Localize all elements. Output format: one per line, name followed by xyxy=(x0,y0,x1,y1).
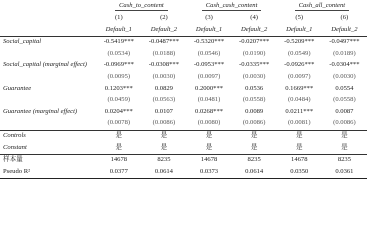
table-cell: 是 xyxy=(115,132,123,140)
table-cell: 0.0554 xyxy=(335,84,354,92)
table-cell: 0.1669*** xyxy=(285,84,314,92)
table-cell: (0.0189) xyxy=(333,49,356,57)
table-cell: 0.0377 xyxy=(96,166,141,178)
group-header-cash-to-content: Cash_to_content xyxy=(96,1,186,13)
row-label xyxy=(0,95,96,107)
table-cell: 是 xyxy=(277,142,322,154)
table-cell: 是 xyxy=(322,142,367,154)
table-cell: 0.0211*** xyxy=(285,107,314,115)
table-cell: -0.0335*** xyxy=(239,61,270,69)
table-row xyxy=(0,130,367,142)
table-row xyxy=(0,36,367,48)
table-cell: -0.0926*** xyxy=(284,61,315,69)
row-label xyxy=(0,48,96,60)
table-cell: 0.2000*** xyxy=(195,84,224,92)
column-number: (4) xyxy=(250,14,258,22)
row-label: Pseudo R² xyxy=(0,166,96,178)
table-cell: -0.5320*** xyxy=(193,38,225,46)
table-row xyxy=(0,118,367,130)
table-cell: -0.0969*** xyxy=(103,61,134,69)
row-label: 样本量 xyxy=(3,156,23,164)
table-cell: (0.0534) xyxy=(107,49,131,57)
dependent-variable: Default_1 xyxy=(96,24,141,36)
table-cell: 0.0829 xyxy=(154,84,173,92)
row-label: Constant xyxy=(0,142,96,154)
table-cell: -0.0308*** xyxy=(148,61,180,69)
table-cell: 是 xyxy=(341,132,348,140)
table-cell: 8235 xyxy=(157,156,171,164)
table-cell: (0.0484) xyxy=(287,96,311,104)
row-label: Guarantee (marginal effect) xyxy=(3,107,78,115)
table-cell: (0.0081) xyxy=(277,118,322,130)
group-header-cash-cash-content: Cash_cash_content xyxy=(186,1,276,13)
header-corner xyxy=(0,24,96,36)
table-cell: -0.0207*** xyxy=(239,38,270,46)
table-cell: 8235 xyxy=(337,156,351,164)
table-cell: 是 xyxy=(205,132,213,140)
row-label: Controls xyxy=(3,132,26,140)
row-label: Social_capital xyxy=(3,38,42,46)
header-corner xyxy=(0,13,96,25)
group-header-cash-all-content: Cash_all_content xyxy=(277,1,367,13)
row-label xyxy=(0,118,96,130)
table-cell: 0.0107 xyxy=(154,107,173,115)
table-row xyxy=(0,48,367,60)
dependent-variable-row xyxy=(0,24,367,36)
table-cell: (0.0030) xyxy=(152,73,176,81)
column-number: (3) xyxy=(205,14,213,22)
table-cell: -0.5209*** xyxy=(284,38,315,46)
row-label: Social_capital (marginal effect) xyxy=(3,61,87,69)
column-number: (5) xyxy=(295,14,304,22)
table-cell: (0.0097) xyxy=(197,73,221,81)
table-cell: 是 xyxy=(295,132,303,140)
table-cell: 是 xyxy=(250,132,258,140)
table-cell: (0.0558) xyxy=(242,96,266,104)
table-row xyxy=(0,95,367,107)
row-label xyxy=(0,72,96,84)
regression-table xyxy=(0,1,367,179)
column-number-row xyxy=(0,13,367,25)
dependent-variable: Default_2 xyxy=(322,24,367,36)
table-cell: 是 xyxy=(141,142,186,154)
table-cell: 0.1203*** xyxy=(104,84,133,92)
table-row xyxy=(0,142,367,154)
dependent-variable: Default_2 xyxy=(141,24,186,36)
table-cell: 0.0087 xyxy=(335,107,354,115)
table-cell: -0.0497*** xyxy=(329,38,360,46)
column-number: (2) xyxy=(160,14,168,22)
table-cell: 0.0204*** xyxy=(104,107,133,115)
table-cell: (0.0558) xyxy=(333,96,356,104)
table-cell: (0.0546) xyxy=(197,49,221,57)
table-row xyxy=(0,83,367,95)
table-cell: 0.0373 xyxy=(186,166,231,178)
table-cell: (0.0086) xyxy=(322,118,367,130)
table-row xyxy=(0,166,367,178)
table-row xyxy=(0,72,367,84)
table-cell: (0.0086) xyxy=(232,118,277,130)
table-cell: 0.0361 xyxy=(322,166,367,178)
table-row xyxy=(0,106,367,118)
table-cell: -0.5419*** xyxy=(103,38,134,46)
table-cell: 是 xyxy=(186,142,231,154)
table-cell: (0.0188) xyxy=(152,49,176,57)
dependent-variable: Default_1 xyxy=(277,24,322,36)
table-cell: 14678 xyxy=(200,156,218,164)
group-header-row xyxy=(0,1,367,13)
table-row xyxy=(0,154,367,166)
table-cell: 是 xyxy=(96,142,141,154)
table-row xyxy=(0,60,367,72)
column-number: (1) xyxy=(114,14,123,22)
table-cell: (0.0481) xyxy=(197,96,221,104)
dependent-variable: Default_1 xyxy=(186,24,231,36)
header-corner xyxy=(0,1,96,13)
table-cell: 是 xyxy=(232,142,277,154)
column-number: (6) xyxy=(340,14,349,22)
table-cell: 0.0614 xyxy=(232,166,277,178)
table-cell: 14678 xyxy=(291,156,308,164)
table-cell: (0.0549) xyxy=(287,49,311,57)
table-cell: 14678 xyxy=(110,156,128,164)
table-cell: -0.0487*** xyxy=(148,38,180,46)
table-cell: (0.0097) xyxy=(287,73,311,81)
table-cell: (0.0030) xyxy=(333,73,356,81)
table-cell: (0.0563) xyxy=(152,96,176,104)
table-cell: 8235 xyxy=(247,156,261,164)
table-cell: 0.0350 xyxy=(277,166,322,178)
table-cell: (0.0459) xyxy=(107,96,131,104)
table-cell: -0.0953*** xyxy=(193,61,225,69)
dependent-variable: Default_2 xyxy=(232,24,277,36)
table-cell: (0.0080) xyxy=(186,118,231,130)
table-cell: -0.0304*** xyxy=(329,61,360,69)
table-cell: 0.0089 xyxy=(245,107,264,115)
table-cell: (0.0086) xyxy=(141,118,186,130)
table-cell: (0.0095) xyxy=(107,73,131,81)
table-cell: 0.0268*** xyxy=(195,107,224,115)
table-cell: 0.0536 xyxy=(245,84,264,92)
table-cell: (0.0078) xyxy=(96,118,141,130)
table-cell: 是 xyxy=(160,132,168,140)
table-cell: 0.0614 xyxy=(141,166,186,178)
table-cell: (0.0030) xyxy=(242,73,266,81)
table-cell: (0.0190) xyxy=(242,49,266,57)
row-label: Guarantee xyxy=(3,84,32,92)
